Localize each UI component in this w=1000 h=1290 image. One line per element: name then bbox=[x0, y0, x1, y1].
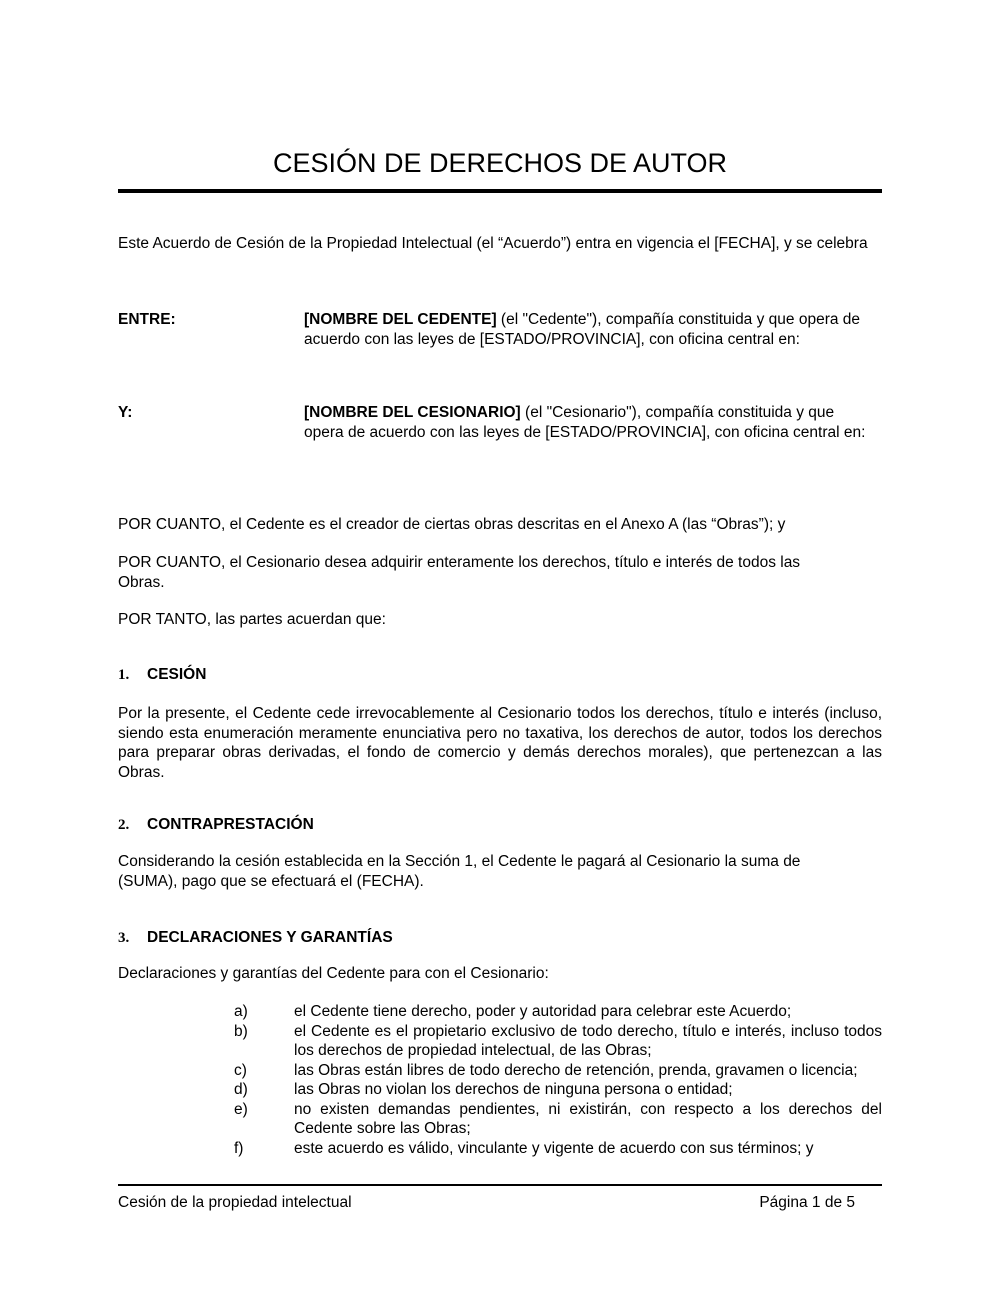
party-label-y: Y: bbox=[118, 404, 133, 421]
list-item-text: el Cedente tiene derecho, poder y autoridad para celebrar este Acuerdo; bbox=[294, 1003, 792, 1020]
footer-document-name: Cesión de la propiedad intelectual bbox=[118, 1194, 352, 1211]
section-2-title: CONTRAPRESTACIÓN bbox=[147, 816, 314, 833]
warranties-list bbox=[118, 1002, 882, 1158]
title-divider bbox=[118, 189, 882, 193]
list-item bbox=[118, 1022, 882, 1061]
footer-divider bbox=[118, 1184, 882, 1186]
list-item-label: e) bbox=[234, 1100, 248, 1118]
intro-paragraph: Este Acuerdo de Cesión de la Propiedad Intelectual (el “Acuerdo”) entra en vigencia el [FECHA], y se celebra bbox=[118, 235, 868, 252]
footer-page-number: Página 1 de 5 bbox=[759, 1194, 855, 1211]
list-item-text: este acuerdo es válido, vinculante y vigente de acuerdo con sus términos; y bbox=[294, 1139, 814, 1157]
recital-1: POR CUANTO, el Cedente es el creador de ciertas obras descritas en el Anexo A (las “Obras”); y bbox=[118, 516, 786, 533]
section-2-body: Considerando la cesión establecida en la Sección 1, el Cedente le pagará al Cesionario la suma de (SUMA), pago que se efectuará el (FECHA). bbox=[118, 853, 801, 890]
party-cedente-name: [NOMBRE DEL CEDENTE] bbox=[304, 311, 497, 328]
section-2-number: 2. bbox=[118, 817, 130, 833]
list-item-label: b) bbox=[234, 1022, 248, 1040]
list-item bbox=[118, 1002, 882, 1022]
section-1-number: 1. bbox=[118, 667, 130, 683]
list-item-text: el Cedente es el propietario exclusivo de todo derecho, título e interés, incluso todos los derechos de propiedad intelectual, de las Obras; bbox=[294, 1022, 882, 1059]
list-item-label: a) bbox=[234, 1003, 248, 1020]
section-3-heading bbox=[118, 928, 393, 948]
list-item-text: no existen demandas pendientes, ni existirán, con respecto a los derechos del Cedente sobre las Obras; bbox=[294, 1100, 882, 1137]
section-1-body: Por la presente, el Cedente cede irrevocablemente al Cesionario todos los derechos, título e interés (incluso, siendo esta enumeración meramente enunciativa pero no taxativa, los derechos de autor, todos los derechos para preparar obras derivadas, el fondo de comercio y demás derechos morales), que pertenezcan a las Obras. bbox=[118, 705, 882, 781]
party-cesionario-name: [NOMBRE DEL CESIONARIO] bbox=[304, 404, 521, 421]
list-item bbox=[118, 1139, 882, 1159]
party-cedente-text: (el "Cedente"), compañía constituida y que opera de acuerdo con las leyes de [ESTADO/PROVINCIA], con oficina central en: bbox=[304, 311, 861, 348]
section-1-heading bbox=[118, 665, 206, 685]
list-item-text: las Obras están libres de todo derecho de retención, prenda, gravamen o licencia; bbox=[294, 1061, 858, 1079]
party-cesionario-text: (el "Cesionario"), compañía constituida y que opera de acuerdo con las leyes de [ESTADO/PROVINCIA], con oficina central en: bbox=[304, 404, 866, 441]
list-item bbox=[118, 1100, 882, 1139]
list-item bbox=[118, 1061, 882, 1081]
list-item-text: las Obras no violan los derechos de ninguna persona o entidad; bbox=[294, 1081, 733, 1098]
party-cedente bbox=[304, 310, 869, 349]
section-2-heading bbox=[118, 815, 314, 835]
recital-3: POR TANTO, las partes acuerdan que: bbox=[118, 611, 386, 628]
party-cesionario bbox=[304, 403, 869, 442]
list-item bbox=[118, 1080, 882, 1100]
recital-2: POR CUANTO, el Cesionario desea adquirir enteramente los derechos, título e interés de todos las Obras. bbox=[118, 554, 801, 591]
list-item-label: c) bbox=[234, 1061, 247, 1079]
list-item-label: f) bbox=[234, 1139, 244, 1157]
document-title: CESIÓN DE DERECHOS DE AUTOR bbox=[272, 148, 728, 178]
section-1-title: CESIÓN bbox=[147, 666, 207, 683]
party-label-entre: ENTRE: bbox=[118, 311, 176, 328]
section-3-number: 3. bbox=[118, 930, 130, 946]
section-3-body: Declaraciones y garantías del Cedente para con el Cesionario: bbox=[118, 965, 549, 982]
section-3-title: DECLARACIONES Y GARANTÍAS bbox=[147, 929, 393, 946]
list-item-label: d) bbox=[234, 1081, 248, 1098]
